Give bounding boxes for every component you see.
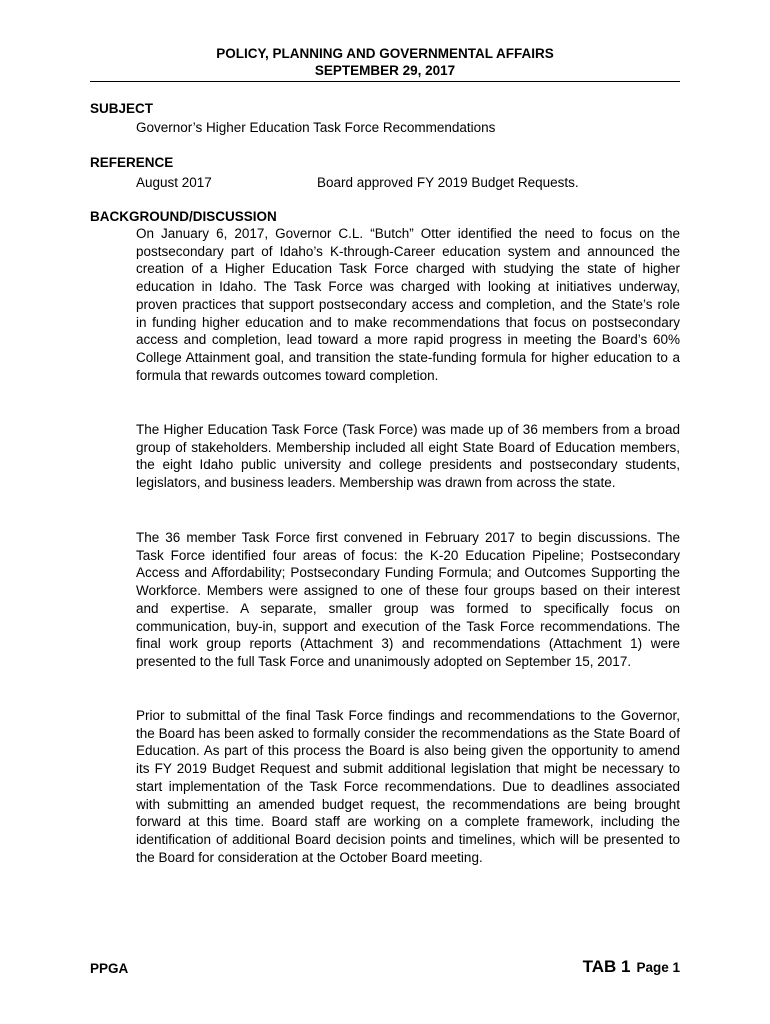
- header-date: SEPTEMBER 29, 2017: [314, 63, 456, 78]
- reference-heading: REFERENCE: [90, 155, 174, 170]
- subject-text: Governor’s Higher Education Task Force Recommendations: [136, 120, 496, 135]
- footer-page-number: Page 1: [636, 960, 680, 975]
- subject-heading: SUBJECT: [90, 101, 154, 116]
- footer-section-code: PPGA: [90, 961, 129, 976]
- header-title: POLICY, PLANNING AND GOVERNMENTAL AFFAIRS: [216, 46, 554, 61]
- header-divider: [90, 81, 680, 82]
- background-heading: BACKGROUND/DISCUSSION: [90, 209, 277, 224]
- background-paragraph-4: Prior to submittal of the final Task Force findings and recommendations to the Governor, the Board has been asked to formally consider the recommendations as the State Board of Education. As part of this process the Board is also being given the opportunity to amend its FY 2019 Budget Request and submit additional legislation that might be necessary to start implementation of the Task Force recommendations. Due to deadlines associated with submitting an amended budget request, the recommendations are being brought forward at this time. Board staff are working on a complete framework, including the identification of additional Board decision points and timelines, which will be presented to the Board for consideration at the October Board meeting.: [136, 708, 680, 865]
- footer-page-info: [583, 957, 680, 977]
- background-paragraph-2: The Higher Education Task Force (Task Force) was made up of 36 members from a broad group of stakeholders. Membership included all eight State Board of Education members, the eight Idaho public university and college presidents and postsecondary students, legislators, and business leaders. Membership was drawn from across the state.: [136, 422, 680, 491]
- reference-description: Board approved FY 2019 Budget Requests.: [317, 175, 579, 190]
- document-header: [90, 45, 680, 79]
- reference-date: August 2017: [136, 175, 212, 190]
- background-paragraph-3: The 36 member Task Force first convened in February 2017 to begin discussions. The Task Force identified four areas of focus: the K-20 Education Pipeline; Postsecondary Access and Affordability; Postsecondary Funding Formula; and Outcomes Supporting the Workforce. Members were assigned to one of these four groups based on their interest and expertise. A separate, smaller group was formed to specifically focus on communication, buy-in, support and execution of the Task Force recommendations. The final work group reports (Attachment 3) and recommendations (Attachment 1) were presented to the full Task Force and unanimously adopted on September 15, 2017.: [136, 530, 680, 669]
- background-paragraph-1: On January 6, 2017, Governor C.L. “Butch” Otter identified the need to focus on the postsecondary part of Idaho’s K-through-Career education system and announced the creation of a Higher Education Task Force charged with studying the state of higher education in Idaho. The Task Force was charged with looking at initiatives underway, proven practices that support postsecondary access and completion, and the State’s role in funding higher education and to make recommendations that focus on postsecondary access and completion, lead toward a more rapid progress in meeting the Board’s 60% College Attainment goal, and transition the state-funding formula for higher education to a formula that rewards outcomes toward completion.: [136, 226, 680, 383]
- footer-tab-label: TAB 1: [582, 957, 631, 976]
